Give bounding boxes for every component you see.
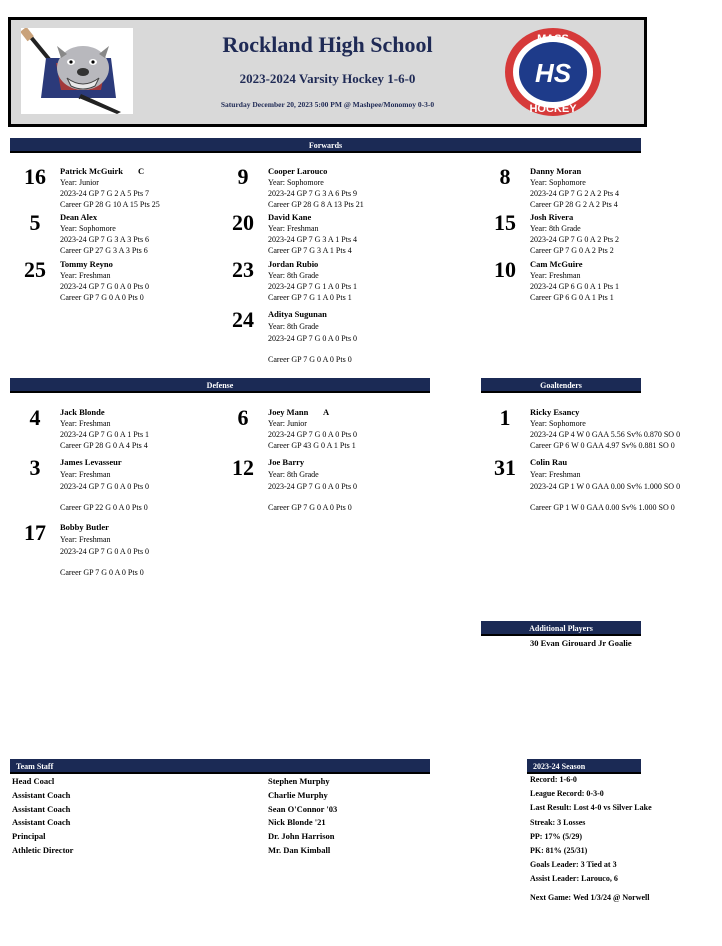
jersey-number: 6	[237, 405, 249, 430]
season-stats: 2023-24 GP 4 W 0 GAA 5.56 Sv% 0.870 SO 0	[530, 430, 681, 439]
player-year: Year: Freshman	[268, 224, 319, 233]
player-name: Jordan Rubio	[268, 259, 319, 269]
player-year: Year: 8th Grade	[268, 322, 319, 331]
logo-text-hockey: HOCKEY	[529, 103, 577, 115]
season-stats: 2023-24 GP 7 G 3 A 6 Pts 9	[268, 189, 358, 198]
defense-header: Defense	[10, 378, 430, 393]
season-stats: 2023-24 GP 7 G 3 A 3 Pts 6	[60, 235, 150, 244]
player-card	[480, 457, 710, 517]
jersey-number: 8	[499, 164, 511, 189]
staff-name: Mr. Dan Kimball	[268, 845, 331, 855]
staff-role: Assistant Coach	[12, 789, 71, 800]
season-stats: 2023-24 GP 7 G 1 A 0 Pts 1	[268, 282, 358, 291]
season-stat: Next Game: Wed 1/3/24 @ Norwell	[530, 893, 650, 902]
player-year: Year: Freshman	[530, 271, 581, 280]
staff-role: Assistant Coach	[12, 817, 71, 828]
player-name: Aditya Sugunan	[268, 309, 327, 319]
header-banner	[8, 17, 647, 127]
jersey-number: 9	[237, 164, 249, 189]
season-stats: 2023-24 GP 7 G 3 A 1 Pts 4	[268, 235, 358, 244]
staff-name: Nick Blonde '21	[268, 817, 326, 828]
staff-role: Head Coacl	[12, 776, 55, 786]
career-stats: Career GP 6 G 0 A 1 Pts 1	[530, 293, 614, 302]
player-year: Year: Junior	[60, 178, 99, 187]
player-name: Joe Barry	[268, 457, 305, 467]
additional-player: 30 Evan Girouard Jr Goalie	[530, 638, 632, 648]
jersey-number: 20	[232, 210, 254, 235]
team-record-title: 2023-2024 Varsity Hockey 1-6-0	[239, 71, 416, 86]
jersey-number: 15	[494, 210, 516, 235]
staff-role: Athletic Director	[12, 845, 74, 855]
player-card	[480, 259, 680, 319]
staff-name: Stephen Murphy	[268, 776, 330, 786]
forwards-header: Forwards	[10, 138, 641, 153]
season-stat: PP: 17% (5/29)	[530, 832, 582, 841]
career-stats: Career GP 28 G 8 A 13 Pts 21	[268, 200, 364, 209]
career-stats: Career GP 7 G 3 A 1 Pts 4	[268, 246, 352, 255]
goaltenders-header: Goaltenders	[481, 378, 641, 393]
season-stat: Record: 1-6-0	[530, 775, 577, 784]
season-stats: 2023-24 GP 7 G 0 A 0 Pts 0	[60, 282, 150, 291]
season-stats: 2023-24 GP 6 G 0 A 1 Pts 1	[530, 282, 620, 291]
season-stats: 2023-24 GP 7 G 0 A 1 Pts 1	[60, 430, 150, 439]
season-header: 2023-24 Season	[527, 759, 641, 774]
player-name: Tommy Reyno	[60, 259, 113, 269]
player-card	[218, 309, 418, 369]
player-year: Year: Sophomore	[268, 178, 324, 187]
player-name: Joey Mann	[268, 407, 309, 417]
career-stats: Career GP 7 G 1 A 0 Pts 1	[268, 293, 352, 302]
career-stats: Career GP 6 W 0 GAA 4.97 Sv% 0.881 SO 0	[530, 441, 675, 450]
captain-tag: C	[138, 166, 145, 176]
season-stat: Last Result: Lost 4-0 vs Silver Lake	[530, 803, 652, 812]
game-info: Saturday December 20, 2023 5:00 PM @ Mashpee/Monomoy 0-3-0	[220, 100, 435, 109]
staff-role: Principal	[12, 831, 46, 842]
mass-hs-hockey-logo	[503, 26, 603, 118]
career-stats: Career GP 7 G 0 A 0 Pts 0	[60, 568, 144, 577]
player-name: James Levasseur	[60, 457, 122, 467]
career-stats: Career GP 1 W 0 GAA 0.00 Sv% 1.000 SO 0	[530, 503, 675, 512]
career-stats: Career GP 7 G 0 A 0 Pts 0	[268, 503, 352, 512]
career-stats: Career GP 27 G 3 A 3 Pts 6	[60, 246, 148, 255]
season-stats: 2023-24 GP 7 G 2 A 2 Pts 4	[530, 189, 620, 198]
staff-role: Assistant Coach	[12, 803, 71, 814]
jersey-number: 23	[232, 257, 254, 282]
player-card	[10, 457, 210, 517]
season-stat: Streak: 3 Losses	[530, 818, 586, 827]
season-stats: 2023-24 GP 7 G 0 A 0 Pts 0	[60, 482, 150, 491]
player-card	[10, 522, 210, 582]
player-year: Year: Junior	[268, 419, 307, 428]
player-name: Colin Rau	[530, 457, 568, 467]
season-stats: 2023-24 GP 7 G 0 A 2 Pts 2	[530, 235, 620, 244]
school-title: Rockland High School	[222, 32, 433, 57]
jersey-number: 31	[494, 455, 516, 480]
career-stats: Career GP 28 G 2 A 2 Pts 4	[530, 200, 618, 209]
player-name: Jack Blonde	[60, 407, 105, 417]
season-stats: 2023-24 GP 7 G 2 A 5 Pts 7	[60, 189, 150, 198]
season-stat: PK: 81% (25/31)	[530, 846, 588, 855]
jersey-number: 25	[24, 257, 46, 282]
player-name: Cooper Larouco	[268, 166, 328, 176]
career-stats: Career GP 7 G 0 A 2 Pts 2	[530, 246, 614, 255]
season-stat: Assist Leader: Larouco, 6	[530, 874, 618, 883]
jersey-number: 12	[232, 455, 254, 480]
career-stats: Career GP 7 G 0 A 0 Pts 0	[268, 355, 352, 364]
career-stats: Career GP 28 G 10 A 15 Pts 25	[60, 200, 160, 209]
player-name: Ricky Esancy	[530, 407, 580, 417]
jersey-number: 1	[499, 405, 511, 430]
player-year: Year: Freshman	[60, 470, 111, 479]
season-stat: Goals Leader: 3 Tied at 3	[530, 860, 617, 869]
staff-name: Charlie Murphy	[268, 789, 328, 800]
jersey-number: 24	[232, 307, 254, 332]
player-year: Year: Freshman	[60, 419, 111, 428]
jersey-number: 5	[29, 210, 41, 235]
jersey-number: 10	[494, 257, 516, 282]
player-year: Year: 8th Grade	[268, 470, 319, 479]
player-name: Danny Moran	[530, 166, 582, 176]
player-year: Year: Sophomore	[530, 178, 586, 187]
player-year: Year: 8th Grade	[268, 271, 319, 280]
career-stats: Career GP 22 G 0 A 0 Pts 0	[60, 503, 148, 512]
logo-text-hs: HS	[534, 58, 572, 88]
player-name: Patrick McGuirk	[60, 166, 124, 176]
jersey-number: 16	[24, 164, 46, 189]
jersey-number: 17	[24, 520, 46, 545]
player-name: Bobby Butler	[60, 522, 109, 532]
team-staff-header: Team Staff	[10, 759, 430, 774]
player-year: Year: Freshman	[60, 535, 111, 544]
player-year: Year: Sophomore	[60, 224, 116, 233]
career-stats: Career GP 28 G 0 A 4 Pts 4	[60, 441, 148, 450]
additional-players-header: Additional Players	[481, 621, 641, 636]
season-stats: 2023-24 GP 7 G 0 A 0 Pts 0	[268, 482, 358, 491]
career-stats: Career GP 43 G 0 A 1 Pts 1	[268, 441, 356, 450]
player-card	[218, 457, 418, 517]
career-stats: Career GP 7 G 0 A 0 Pts 0	[60, 293, 144, 302]
player-card	[10, 259, 210, 319]
season-stats: 2023-24 GP 7 G 0 A 0 Pts 0	[60, 547, 150, 556]
player-year: Year: Freshman	[530, 470, 581, 479]
player-name: Josh Rivera	[530, 212, 574, 222]
season-stat: League Record: 0-3-0	[530, 789, 604, 798]
captain-tag: A	[323, 407, 330, 417]
player-name: Dean Alex	[60, 212, 98, 222]
player-year: Year: Freshman	[60, 271, 111, 280]
season-stats: 2023-24 GP 7 G 0 A 0 Pts 0	[268, 334, 358, 343]
staff-name: Dr. John Harrison	[268, 831, 335, 842]
logo-text-mass: MASS	[537, 33, 569, 45]
staff-name: Sean O'Connor '03	[268, 803, 338, 814]
player-year: Year: 8th Grade	[530, 224, 581, 233]
jersey-number: 4	[29, 405, 41, 430]
season-stats: 2023-24 GP 1 W 0 GAA 0.00 Sv% 1.000 SO 0	[530, 482, 681, 491]
player-year: Year: Sophomore	[530, 419, 586, 428]
player-name: Cam McGuire	[530, 259, 583, 269]
season-stats: 2023-24 GP 7 G 0 A 0 Pts 0	[268, 430, 358, 439]
jersey-number: 3	[29, 455, 41, 480]
player-name: David Kane	[268, 212, 312, 222]
